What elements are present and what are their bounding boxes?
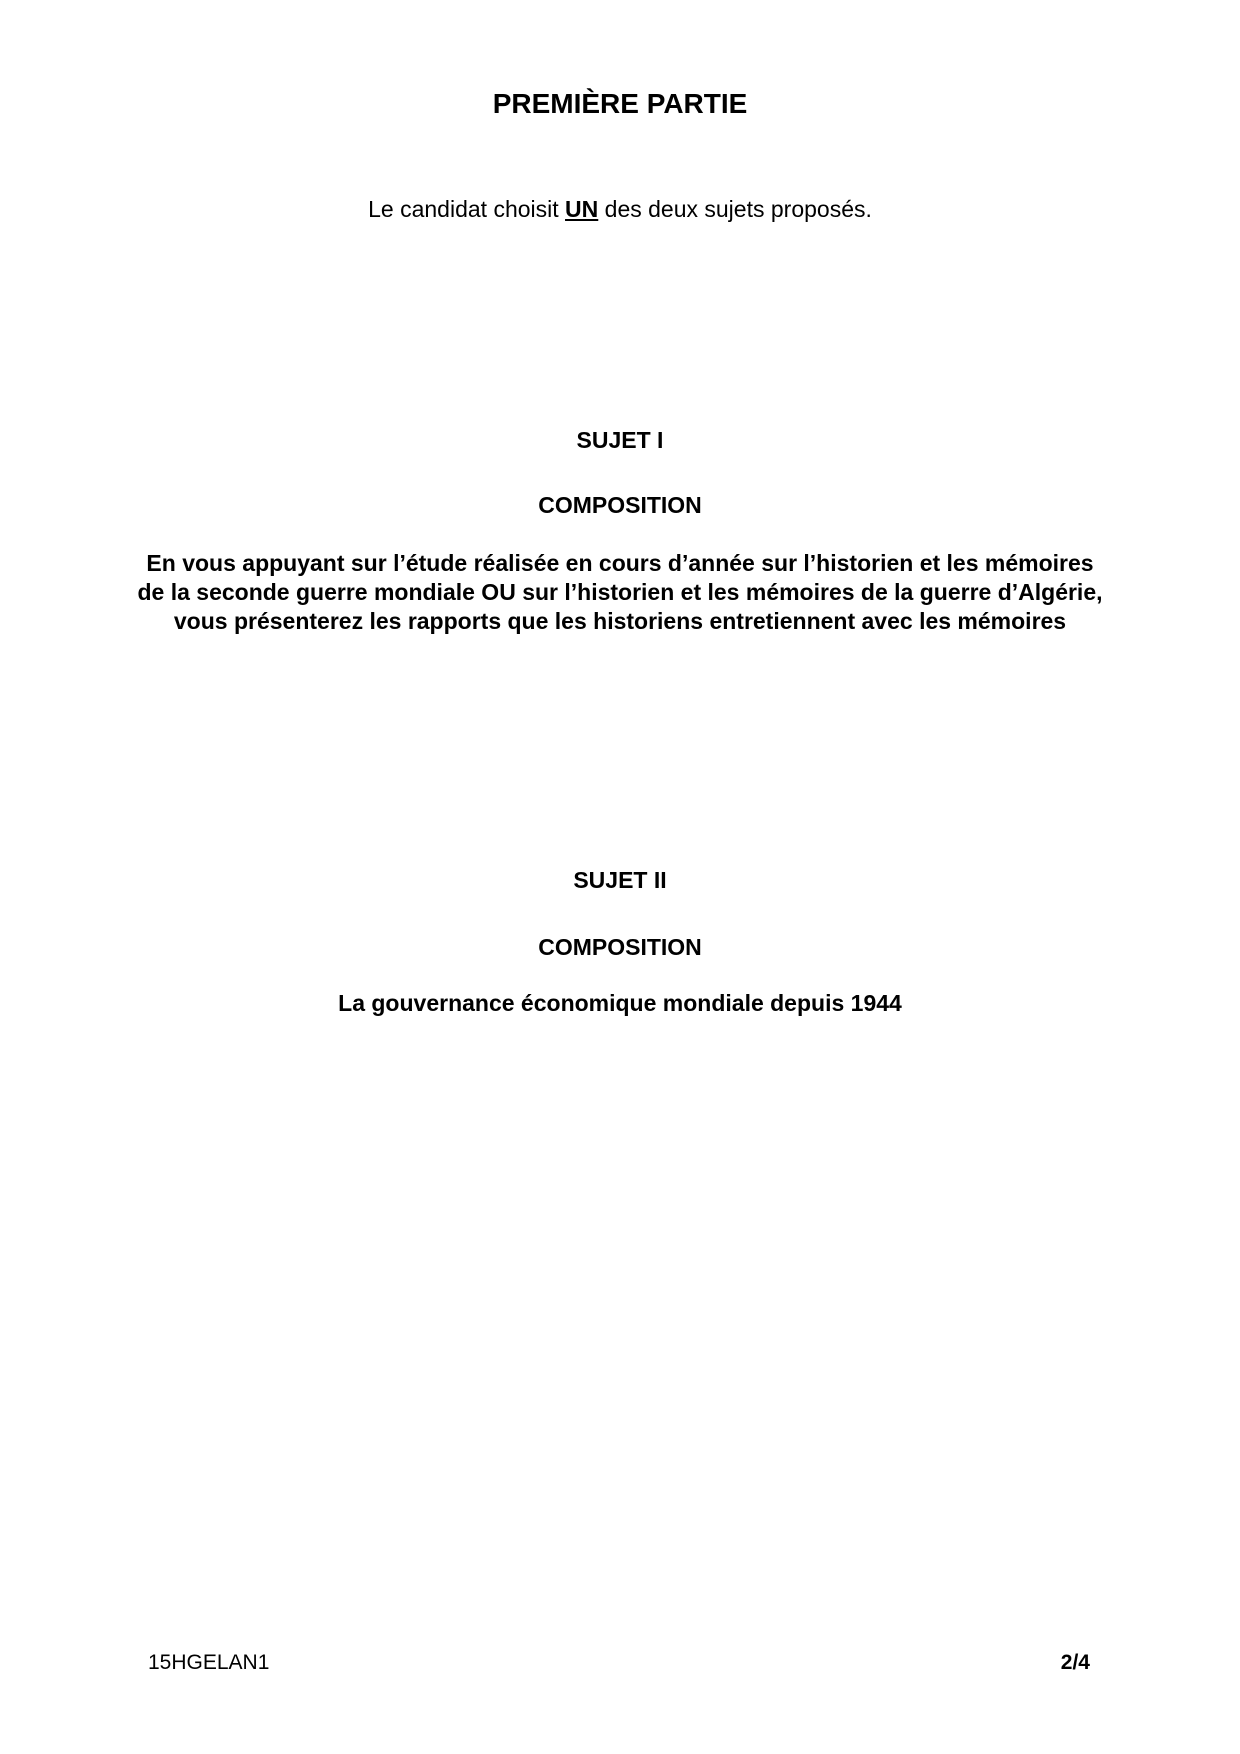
- sujet-2-number: SUJET II: [573, 867, 667, 893]
- sujet-2-question: La gouvernance économique mondiale depuis 1944: [338, 990, 902, 1016]
- instructions-text-before: Le candidat choisit: [368, 196, 566, 222]
- sujet-1-question: [0, 549, 1240, 636]
- footer-page-number: 2/4: [1060, 1651, 1090, 1674]
- sujet-2-type: COMPOSITION: [538, 934, 702, 960]
- sujet-1-question-line: de la seconde guerre mondiale OU sur l’historien et les mémoires de la guerre d’Algérie,: [137, 579, 1103, 605]
- instructions-text-after: des deux sujets proposés.: [598, 196, 872, 222]
- page-title: PREMIÈRE PARTIE: [492, 88, 748, 119]
- sujet-1-question-line: vous présenterez les rapports que les historiens entretiennent avec les mémoires: [173, 608, 1067, 634]
- instructions-emphasis: UN: [565, 196, 599, 222]
- footer-document-code: 15HGELAN1: [148, 1651, 270, 1674]
- sujet-1-question-line: En vous appuyant sur l’étude réalisée en cours d’année sur l’historien et les mémoires: [146, 550, 1094, 576]
- sujet-1-type: COMPOSITION: [538, 492, 702, 518]
- instructions: [0, 196, 1240, 223]
- sujet-1-number: SUJET I: [576, 427, 664, 453]
